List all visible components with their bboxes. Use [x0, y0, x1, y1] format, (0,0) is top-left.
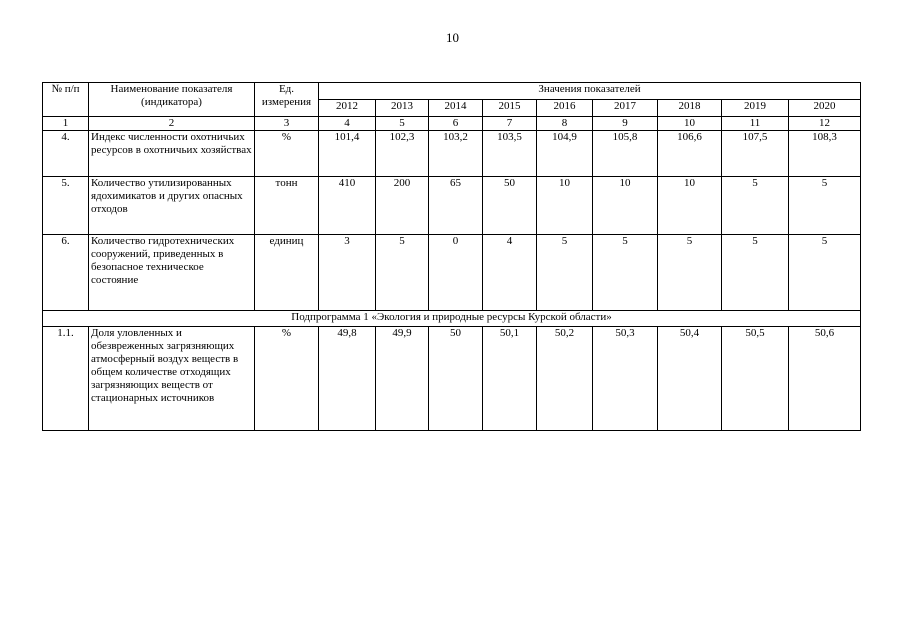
row-value: 107,5 — [722, 131, 789, 177]
row-value: 200 — [376, 177, 429, 235]
column-number: 6 — [429, 117, 483, 131]
row-name: Количество гидротехнических сооружений, приведенных в безопасное техническое состояние — [89, 235, 255, 311]
row-value: 49,8 — [319, 327, 376, 431]
column-number: 5 — [376, 117, 429, 131]
column-number: 7 — [483, 117, 537, 131]
row-name: Доля уловленных и обезвреженных загрязняющих атмосферный воздух веществ в общем количестве отходящих загрязняющих веществ от стационарных источников — [89, 327, 255, 431]
row-name: Индекс численности охотничьих ресурсов в охотничьих хозяйствах — [89, 131, 255, 177]
header-year: 2012 — [319, 100, 376, 117]
column-number: 8 — [537, 117, 593, 131]
row-value: 410 — [319, 177, 376, 235]
row-value: 102,3 — [376, 131, 429, 177]
row-value: 50 — [429, 327, 483, 431]
header-year: 2017 — [593, 100, 658, 117]
row-value: 105,8 — [593, 131, 658, 177]
header-year: 2016 — [537, 100, 593, 117]
row-num: 6. — [43, 235, 89, 311]
header-year: 2013 — [376, 100, 429, 117]
row-value: 10 — [658, 177, 722, 235]
table-row — [43, 131, 861, 177]
row-value: 5 — [537, 235, 593, 311]
column-number: 4 — [319, 117, 376, 131]
row-value: 5 — [593, 235, 658, 311]
row-unit: единиц — [255, 235, 319, 311]
row-value: 50,4 — [658, 327, 722, 431]
row-value: 103,2 — [429, 131, 483, 177]
row-unit: % — [255, 327, 319, 431]
row-name: Количество утилизированных ядохимикатов и других опасных отходов — [89, 177, 255, 235]
header-values: Значения показателей — [319, 83, 861, 100]
column-number: 12 — [789, 117, 861, 131]
row-value: 5 — [658, 235, 722, 311]
header-year: 2015 — [483, 100, 537, 117]
row-value: 108,3 — [789, 131, 861, 177]
table-row — [43, 327, 861, 431]
column-number: 3 — [255, 117, 319, 131]
row-unit: тонн — [255, 177, 319, 235]
header-year: 2014 — [429, 100, 483, 117]
subprogram-row — [43, 311, 861, 327]
header-name: Наименование показателя (индикатора) — [89, 83, 255, 117]
row-value: 5 — [789, 177, 861, 235]
subprogram-title: Подпрограмма 1 «Экология и природные ресурсы Курской области» — [43, 311, 861, 327]
column-number: 1 — [43, 117, 89, 131]
row-num: 4. — [43, 131, 89, 177]
header-year: 2018 — [658, 100, 722, 117]
column-numbers-row — [43, 117, 861, 131]
row-value: 5 — [376, 235, 429, 311]
row-value: 50,2 — [537, 327, 593, 431]
row-value: 103,5 — [483, 131, 537, 177]
header-num: № п/п — [43, 83, 89, 117]
header-year: 2019 — [722, 100, 789, 117]
column-number: 2 — [89, 117, 255, 131]
row-num: 1.1. — [43, 327, 89, 431]
row-unit: % — [255, 131, 319, 177]
row-value: 5 — [722, 177, 789, 235]
row-value: 50 — [483, 177, 537, 235]
header-row — [43, 83, 861, 100]
row-value: 10 — [537, 177, 593, 235]
header-year: 2020 — [789, 100, 861, 117]
row-value: 5 — [789, 235, 861, 311]
row-num: 5. — [43, 177, 89, 235]
row-value: 10 — [593, 177, 658, 235]
row-value: 50,6 — [789, 327, 861, 431]
row-value: 4 — [483, 235, 537, 311]
column-number: 10 — [658, 117, 722, 131]
indicators-table — [42, 82, 861, 431]
page-number: 10 — [446, 30, 459, 45]
row-value: 50,3 — [593, 327, 658, 431]
row-value: 5 — [722, 235, 789, 311]
table-row — [43, 177, 861, 235]
row-value: 50,5 — [722, 327, 789, 431]
row-value: 104,9 — [537, 131, 593, 177]
column-number: 11 — [722, 117, 789, 131]
row-value: 65 — [429, 177, 483, 235]
table-row — [43, 235, 861, 311]
header-unit: Ед. измерения — [255, 83, 319, 117]
row-value: 106,6 — [658, 131, 722, 177]
column-number: 9 — [593, 117, 658, 131]
row-value: 0 — [429, 235, 483, 311]
row-value: 101,4 — [319, 131, 376, 177]
row-value: 49,9 — [376, 327, 429, 431]
row-value: 3 — [319, 235, 376, 311]
row-value: 50,1 — [483, 327, 537, 431]
